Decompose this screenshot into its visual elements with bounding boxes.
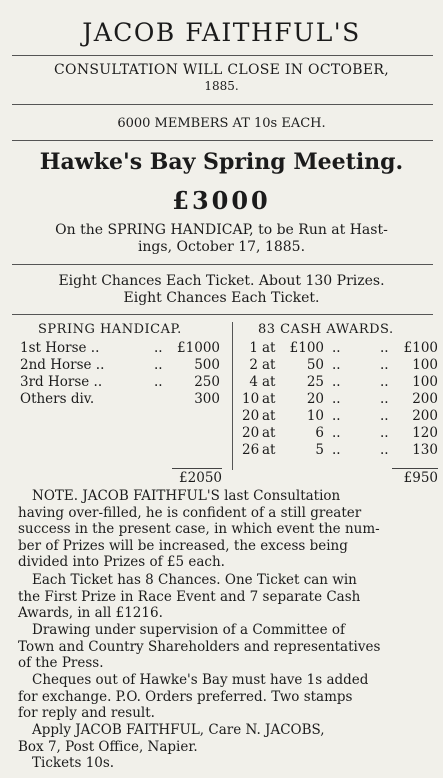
- tickets-price: Tickets 10s.: [32, 755, 115, 772]
- table-row: [242, 391, 438, 408]
- text-line: Town and Country Shareholders and representatives: [18, 638, 381, 655]
- leader-dots: ..: [332, 425, 341, 441]
- award-each: 50: [306, 357, 324, 373]
- handicap-line-2: ings, October 17, 1885.: [137, 239, 306, 255]
- award-count: 20: [242, 425, 260, 441]
- consultation-line-2: 1885.: [204, 79, 239, 93]
- table-row: [20, 340, 220, 357]
- row-label: 3rd Horse ..: [20, 374, 103, 390]
- prize-amount: £3000: [172, 186, 271, 215]
- award-count: 2: [249, 357, 258, 373]
- meeting-title: Hawke's Bay Spring Meeting.: [39, 149, 404, 175]
- row-amount: £1000: [177, 340, 220, 356]
- award-each: 10: [306, 408, 324, 424]
- spring-handicap-total: £2050: [179, 470, 222, 486]
- chances-line-1: Eight Chances Each Ticket. About 130 Prizes.: [58, 273, 385, 289]
- text-line: Apply JACOB FAITHFUL, Care N. JACOBS,: [32, 722, 325, 738]
- divider-rule: [12, 104, 433, 105]
- table-row: [242, 442, 438, 459]
- leader-dots: ..: [332, 340, 341, 356]
- note-paragraph: [18, 488, 438, 571]
- leader-dots: ..: [380, 391, 389, 407]
- award-amount: £100: [403, 340, 438, 356]
- table-row: [242, 340, 438, 357]
- text-line: Box 7, Post Office, Napier.: [18, 738, 198, 755]
- text-line: Drawing under supervision of a Committee of: [32, 622, 345, 638]
- leader-dots: ..: [380, 374, 389, 390]
- award-amount: 200: [412, 391, 438, 407]
- award-amount: 130: [412, 442, 438, 458]
- consultation-line-1: CONSULTATION WILL CLOSE IN OCTOBER,: [54, 62, 389, 78]
- leader-dots: ..: [380, 340, 389, 356]
- row-amount: 250: [194, 374, 220, 390]
- row-label: Others div.: [20, 391, 95, 407]
- award-at: at: [262, 408, 276, 424]
- text-line: for reply and result.: [18, 705, 155, 722]
- row-label: 1st Horse ..: [20, 340, 100, 356]
- text-line: Cheques out of Hawke's Bay must have 1s added: [32, 672, 369, 688]
- apply-paragraph: [18, 722, 438, 772]
- award-count: 20: [242, 408, 260, 424]
- award-at: at: [262, 357, 276, 373]
- leader-dots: ..: [380, 357, 389, 373]
- text-line: Each Ticket has 8 Chances. One Ticket can win: [32, 572, 357, 588]
- chances-line-2: Eight Chances Each Ticket.: [123, 290, 320, 306]
- divider-rule: [12, 140, 433, 141]
- leader-dots: ..: [332, 442, 341, 458]
- leader-dots: ..: [380, 442, 389, 458]
- cheques-paragraph: [18, 672, 438, 722]
- spring-handicap-heading: SPRING HANDICAP.: [38, 322, 182, 337]
- divider-rule: [12, 314, 433, 315]
- ticket-paragraph: [18, 572, 438, 622]
- award-at: at: [262, 442, 276, 458]
- award-amount: 100: [412, 357, 438, 373]
- row-label: 2nd Horse ..: [20, 357, 105, 373]
- text-line: success in the present case, in which event the num-: [18, 521, 380, 538]
- table-row: [242, 374, 438, 391]
- table-row: [20, 357, 220, 374]
- award-each: 5: [315, 442, 324, 458]
- award-count: 1: [249, 340, 258, 356]
- text-line: the First Prize in Race Event and 7 separate Cash: [18, 588, 361, 605]
- table-row: [20, 374, 220, 391]
- award-count: 4: [249, 374, 258, 390]
- drawing-paragraph: [18, 622, 438, 672]
- award-amount: 200: [412, 408, 438, 424]
- text-line: for exchange. P.O. Orders preferred. Two stamps: [18, 688, 353, 705]
- table-row: [242, 425, 438, 442]
- sum-underline: [172, 468, 222, 469]
- leader-dots: ..: [332, 357, 341, 373]
- leader-dots: ..: [154, 357, 163, 373]
- text-line: of the Press.: [18, 655, 104, 672]
- award-amount: 100: [412, 374, 438, 390]
- leader-dots: ..: [154, 340, 163, 356]
- award-count: 26: [242, 442, 260, 458]
- text-line: having over-filled, he is confident of a still greater: [18, 504, 362, 521]
- table-row: [242, 408, 438, 425]
- award-at: at: [262, 374, 276, 390]
- leader-dots: ..: [332, 374, 341, 390]
- award-at: at: [262, 425, 276, 441]
- award-at: at: [262, 340, 276, 356]
- headline: JACOB FAITHFUL'S: [82, 18, 361, 47]
- text-line: Awards, in all £1216.: [18, 605, 163, 622]
- column-divider: [232, 322, 233, 470]
- table-row: [20, 391, 220, 408]
- row-amount: 500: [194, 357, 220, 373]
- table-row: [242, 357, 438, 374]
- award-amount: 120: [412, 425, 438, 441]
- text-line: ber of Prizes will be increased, the excess being: [18, 537, 348, 554]
- award-each: £100: [289, 340, 324, 356]
- award-each: 20: [306, 391, 324, 407]
- leader-dots: ..: [380, 408, 389, 424]
- divider-rule: [12, 55, 433, 56]
- divider-rule: [12, 264, 433, 265]
- leader-dots: ..: [332, 408, 341, 424]
- cash-awards-total: £950: [403, 470, 438, 486]
- row-amount: 300: [194, 391, 220, 407]
- sum-underline: [392, 468, 438, 469]
- award-at: at: [262, 391, 276, 407]
- leader-dots: ..: [332, 391, 341, 407]
- leader-dots: ..: [380, 425, 389, 441]
- handicap-line-1: On the SPRING HANDICAP, to be Run at Hast-: [55, 222, 388, 238]
- award-each: 25: [306, 374, 324, 390]
- award-each: 6: [315, 425, 324, 441]
- leader-dots: ..: [154, 374, 163, 390]
- text-line: divided into Prizes of £5 each.: [18, 554, 225, 571]
- text-line: NOTE. JACOB FAITHFUL'S last Consultation: [32, 488, 341, 504]
- members-line: 6000 MEMBERS AT 10s EACH.: [117, 116, 326, 131]
- cash-awards-heading: 83 CASH AWARDS.: [258, 322, 394, 337]
- award-count: 10: [242, 391, 260, 407]
